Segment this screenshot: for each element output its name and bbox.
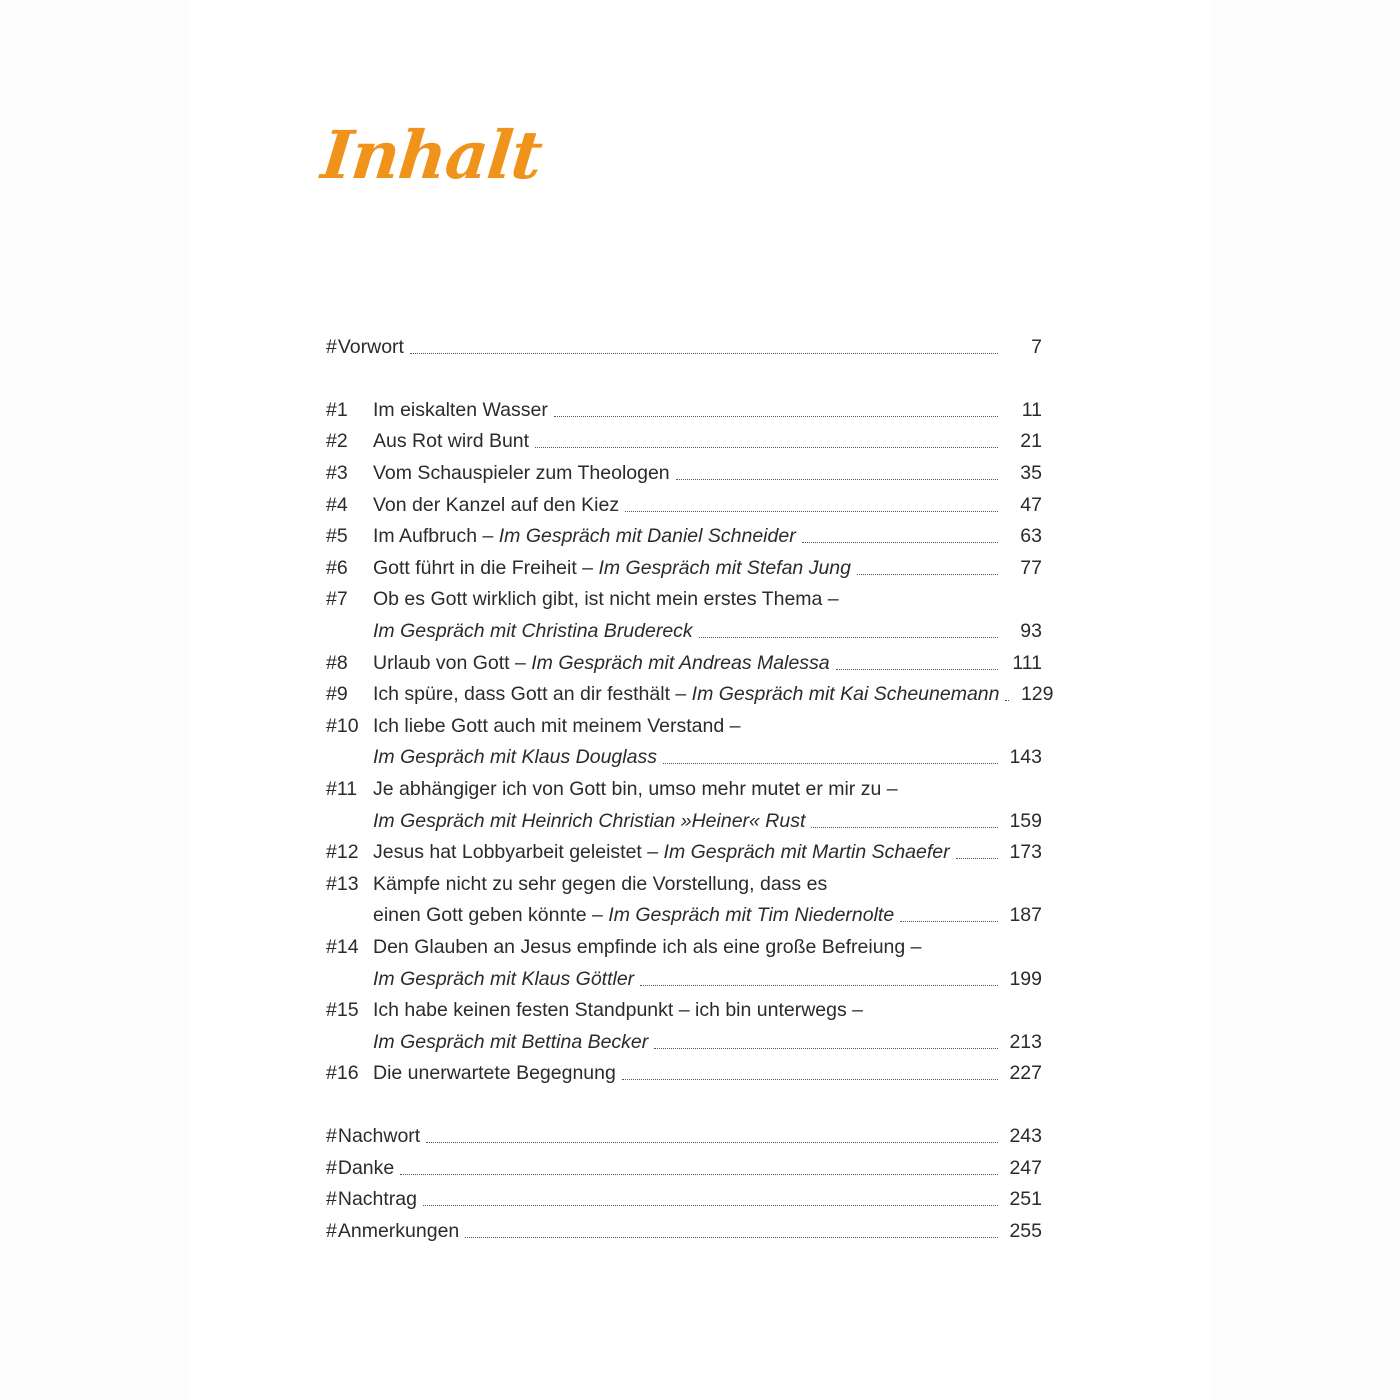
dot-leader xyxy=(410,353,998,354)
entry-title xyxy=(373,715,740,738)
dot-leader xyxy=(423,1205,998,1206)
dot-leader xyxy=(857,574,998,575)
dot-leader xyxy=(465,1237,998,1238)
chapter-title: Gott führt in die Freiheit – xyxy=(373,556,599,579)
entry-body xyxy=(373,462,1042,485)
chapter-number: #13 xyxy=(326,872,359,895)
page-number: 63 xyxy=(1020,525,1042,548)
chapter-entry-line xyxy=(326,837,1042,869)
chapter-title: Kämpfe nicht zu sehr gegen die Vorstellung, dass es xyxy=(373,872,828,895)
entry-title xyxy=(373,1062,616,1085)
chapter-entry-line xyxy=(326,805,1042,837)
chapter-entry-line xyxy=(326,1026,1042,1058)
toc-spacer xyxy=(326,364,1042,395)
chapter-title: Jesus hat Lobbyarbeit geleistet – xyxy=(373,841,664,864)
page-number: 187 xyxy=(1009,904,1042,927)
page-number: 213 xyxy=(1009,1030,1042,1053)
interview-subtitle: Im Gespräch mit Daniel Schneider xyxy=(498,525,796,548)
entry-body xyxy=(373,1062,1042,1085)
back-matter-entry xyxy=(326,1121,1042,1153)
entry-title xyxy=(373,430,529,453)
dot-leader xyxy=(699,637,998,638)
page-number: 243 xyxy=(1009,1124,1042,1147)
chapter-title: Ich spüre, dass Gott an dir festhält – xyxy=(373,683,692,706)
chapter-number: #8 xyxy=(326,651,348,674)
toc-chapters xyxy=(326,395,1054,1090)
entry-body xyxy=(373,936,1042,959)
entry-title xyxy=(373,588,839,611)
chapter-entry-line xyxy=(326,932,1042,964)
interview-subtitle: Im Gespräch mit Christina Brudereck xyxy=(373,620,693,643)
dot-leader xyxy=(900,921,998,922)
interview-subtitle: Im Gespräch mit Kai Scheunemann xyxy=(691,683,1000,706)
hash-mark: # xyxy=(326,336,337,359)
entry-body xyxy=(373,873,1042,896)
page-number: 77 xyxy=(1020,556,1042,579)
entry-body xyxy=(373,746,1042,769)
entry-body xyxy=(373,1031,1042,1054)
entry-title xyxy=(373,525,796,548)
hash-mark: # xyxy=(326,1124,337,1147)
interview-subtitle: Im Gespräch mit Klaus Douglass xyxy=(373,746,657,769)
entry-title xyxy=(373,620,693,643)
entry-title xyxy=(373,841,950,864)
page-number: 251 xyxy=(1009,1188,1042,1211)
dot-leader xyxy=(836,669,998,670)
chapter-entry-line xyxy=(326,426,1042,458)
entry-title: Nachtrag xyxy=(337,1188,417,1211)
entry-body xyxy=(338,1157,1042,1180)
entry-title xyxy=(373,462,670,485)
entry-title xyxy=(373,683,999,706)
entry-title xyxy=(373,904,894,927)
hash-mark: # xyxy=(326,1188,337,1211)
page-number: 111 xyxy=(1012,651,1042,674)
dot-leader xyxy=(654,1048,998,1049)
interview-subtitle: Im Gespräch mit Tim Niedernolte xyxy=(608,904,895,927)
chapter-number: #12 xyxy=(326,841,359,864)
entry-body xyxy=(373,557,1042,580)
entry-title xyxy=(373,494,619,517)
chapter-entry-line xyxy=(326,395,1042,427)
page-number: 7 xyxy=(1031,336,1042,359)
entry-title xyxy=(373,652,830,675)
dot-leader xyxy=(400,1174,998,1175)
entry-body xyxy=(373,525,1042,548)
back-matter-entry xyxy=(326,1152,1042,1184)
entry-body xyxy=(338,336,1042,359)
interview-subtitle: Im Gespräch mit Bettina Becker xyxy=(373,1030,649,1053)
entry-body xyxy=(373,494,1042,517)
page-number: 93 xyxy=(1020,620,1042,643)
page-number: 227 xyxy=(1009,1062,1042,1085)
interview-subtitle: Im Gespräch mit Heinrich Christian »Heiner« Rust xyxy=(373,809,806,832)
chapter-number: #3 xyxy=(326,462,348,485)
entry-title xyxy=(373,810,805,833)
entry-body xyxy=(373,620,1042,643)
chapter-title: einen Gott geben könnte – xyxy=(373,904,609,927)
chapter-number: #2 xyxy=(326,430,348,453)
table-of-contents xyxy=(326,332,1054,1247)
page-number: 159 xyxy=(1009,809,1042,832)
chapter-title: Ob es Gott wirklich gibt, ist nicht mein erstes Thema – xyxy=(373,588,839,611)
chapter-entry-line xyxy=(326,647,1042,679)
chapter-number: #9 xyxy=(326,683,348,706)
chapter-number: #1 xyxy=(326,398,348,421)
dot-leader xyxy=(554,416,998,417)
chapter-number: #5 xyxy=(326,525,348,548)
dot-leader xyxy=(663,763,998,764)
dot-leader xyxy=(426,1142,998,1143)
chapter-number: #4 xyxy=(326,493,348,516)
toc-back-matter xyxy=(326,1121,1042,1247)
interview-subtitle: Im Gespräch mit Martin Schaefer xyxy=(663,841,950,864)
entry-body xyxy=(373,683,1054,706)
dot-leader xyxy=(811,827,998,828)
page-number: 199 xyxy=(1009,967,1042,990)
chapter-number: #6 xyxy=(326,556,348,579)
back-matter-entry xyxy=(326,1184,1042,1216)
page-number: 35 xyxy=(1020,462,1042,485)
chapter-entry-line xyxy=(326,995,1042,1027)
dot-leader xyxy=(676,479,998,480)
hash-mark: # xyxy=(326,1156,337,1179)
interview-subtitle: Im Gespräch mit Stefan Jung xyxy=(598,556,851,579)
chapter-title: Ich liebe Gott auch mit meinem Verstand – xyxy=(373,714,741,737)
entry-body xyxy=(338,1220,1042,1243)
chapter-entry-line xyxy=(326,742,1042,774)
chapter-entry-line xyxy=(326,679,1054,711)
chapter-entry-line xyxy=(326,553,1042,585)
dot-leader xyxy=(1005,700,1009,701)
entry-body xyxy=(373,652,1042,675)
chapter-title: Vom Schauspieler zum Theologen xyxy=(373,462,670,485)
toc-front-matter xyxy=(326,332,1042,364)
chapter-title: Von der Kanzel auf den Kiez xyxy=(373,493,620,516)
chapter-entry-line xyxy=(326,900,1042,932)
entry-title xyxy=(373,999,863,1022)
page-number: 129 xyxy=(1020,683,1054,706)
entry-body xyxy=(373,715,1042,738)
dot-leader xyxy=(802,542,998,543)
chapter-entry-line xyxy=(326,458,1042,490)
chapter-entry-line xyxy=(326,489,1042,521)
entry-title: Anmerkungen xyxy=(337,1219,460,1242)
page-number: 47 xyxy=(1020,493,1042,516)
interview-subtitle: Im Gespräch mit Klaus Göttler xyxy=(373,967,635,990)
chapter-title: Ich habe keinen festen Standpunkt – ich bin unterwegs – xyxy=(373,999,864,1022)
chapter-title: Aus Rot wird Bunt xyxy=(373,430,530,453)
entry-body xyxy=(373,810,1042,833)
entry-title: Nachwort xyxy=(337,1124,421,1147)
entry-title xyxy=(373,746,657,769)
front-matter-entry xyxy=(326,332,1042,364)
chapter-entry-line xyxy=(326,616,1042,648)
chapter-number: #16 xyxy=(326,1062,359,1085)
dot-leader xyxy=(625,511,998,512)
chapter-number: #7 xyxy=(326,588,348,611)
entry-body xyxy=(338,1125,1042,1148)
entry-body xyxy=(373,904,1042,927)
page-number: 21 xyxy=(1020,430,1042,453)
entry-title: Danke xyxy=(337,1156,395,1179)
page-number: 247 xyxy=(1009,1156,1042,1179)
chapter-entry-line xyxy=(326,521,1042,553)
entry-body xyxy=(338,1188,1042,1211)
page-title: Inhalt xyxy=(317,116,546,194)
entry-body xyxy=(373,778,1042,801)
entry-body xyxy=(373,968,1042,991)
chapter-title: Die unerwartete Begegnung xyxy=(373,1062,616,1085)
chapter-number: #15 xyxy=(326,999,359,1022)
chapter-entry-line xyxy=(326,711,1042,743)
chapter-number: #10 xyxy=(326,714,359,737)
toc-spacer xyxy=(326,1090,1042,1121)
back-matter-entry xyxy=(326,1215,1042,1247)
chapter-number: #14 xyxy=(326,935,359,958)
entry-body xyxy=(373,999,1042,1022)
entry-title: Vorwort xyxy=(337,336,404,359)
entry-body xyxy=(373,588,1042,611)
page-number: 143 xyxy=(1009,746,1042,769)
entry-body xyxy=(373,430,1042,453)
entry-title xyxy=(373,968,634,991)
chapter-title: Im eiskalten Wasser xyxy=(373,398,548,421)
chapter-entry-line xyxy=(326,963,1042,995)
entry-body xyxy=(373,399,1042,422)
chapter-entry-line xyxy=(326,774,1042,806)
dot-leader xyxy=(640,985,998,986)
chapter-title: Im Aufbruch – xyxy=(373,525,499,548)
entry-title xyxy=(373,936,922,959)
hash-mark: # xyxy=(326,1219,337,1242)
chapter-title: Den Glauben an Jesus empfinde ich als eine große Befreiung – xyxy=(373,935,922,958)
entry-title xyxy=(373,873,827,896)
entry-title xyxy=(373,778,898,801)
page-number: 173 xyxy=(1009,841,1042,864)
chapter-title: Je abhängiger ich von Gott bin, umso mehr mutet er mir zu – xyxy=(373,778,898,801)
dot-leader xyxy=(956,858,998,859)
page-number: 11 xyxy=(1021,398,1042,421)
entry-title xyxy=(373,399,548,422)
page-number: 255 xyxy=(1009,1219,1042,1242)
dot-leader xyxy=(622,1079,998,1080)
entry-body xyxy=(373,841,1042,864)
chapter-number: #11 xyxy=(326,778,358,801)
entry-title xyxy=(373,557,851,580)
chapter-entry-line xyxy=(326,1058,1042,1090)
dot-leader xyxy=(535,447,998,448)
entry-title xyxy=(373,1031,648,1054)
chapter-title: Urlaub von Gott – xyxy=(373,651,532,674)
chapter-entry-line xyxy=(326,869,1042,901)
interview-subtitle: Im Gespräch mit Andreas Malessa xyxy=(531,651,830,674)
chapter-entry-line xyxy=(326,584,1042,616)
